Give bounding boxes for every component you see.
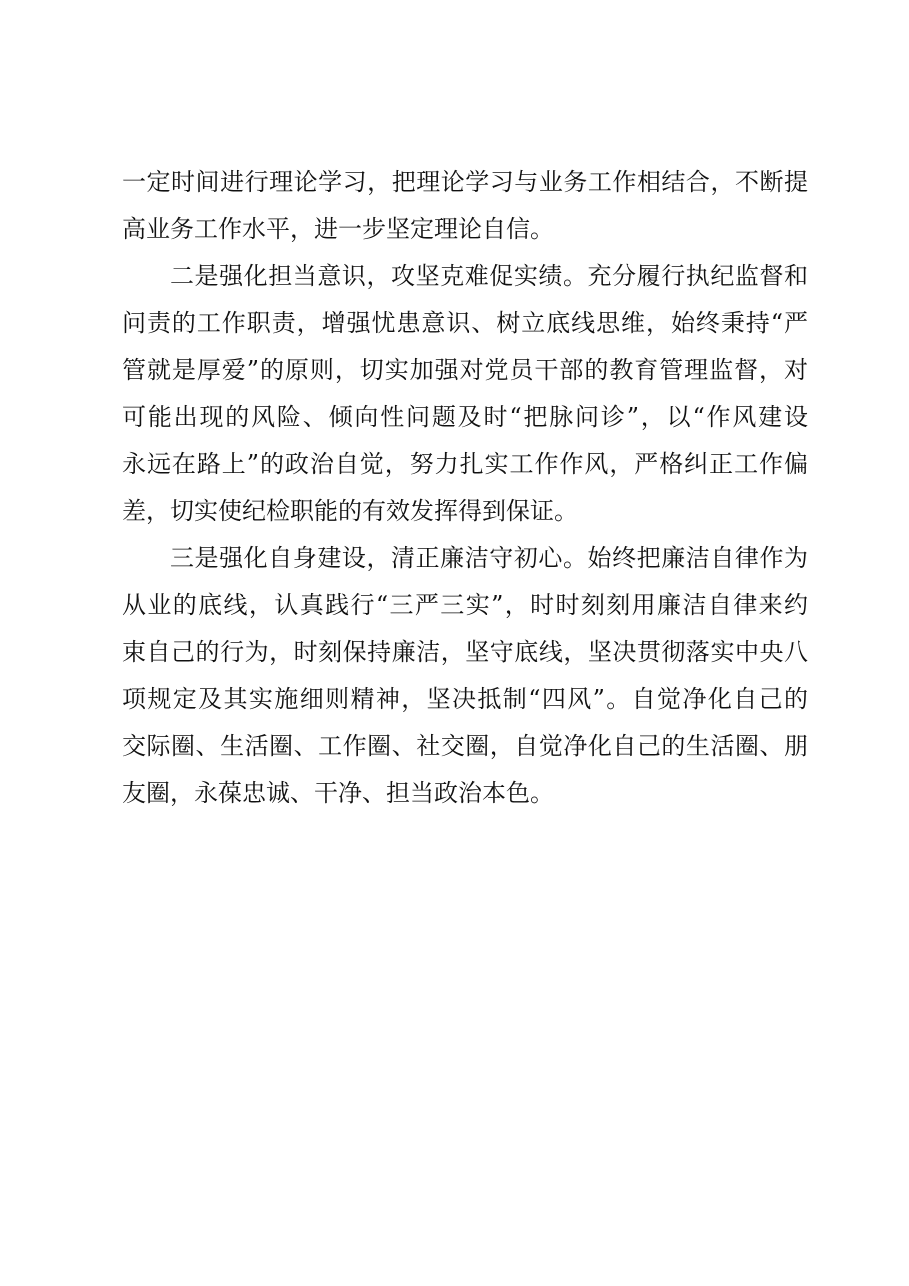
text-line: 差，切实使纪检职能的有效发挥得到保证。 — [122, 497, 578, 525]
text-line: 管就是厚爱”的原则，切实加强对党员干部的教育管理监督，对 — [122, 356, 808, 384]
body-text — [122, 159, 808, 817]
text-line: 交际圈、生活圈、工作圈、社交圈，自觉净化自己的生活圈、朋 — [122, 732, 808, 760]
paragraph-first-line: 二是强化担当意识，攻坚克难促实绩。充分履行执纪监督和 — [170, 262, 808, 290]
text-line: 友圈，永葆忠诚、干净、担当政治本色。 — [122, 779, 554, 807]
text-line: 项规定及其实施细则精神，坚决抵制“四风”。自觉净化自己的 — [122, 685, 808, 713]
text-line: 从业的底线，认真践行“三严三实”，时时刻刻用廉洁自律来约 — [122, 591, 808, 619]
text-line: 问责的工作职责，增强忧患意识、树立底线思维，始终秉持“严 — [122, 309, 808, 337]
text-line: 一定时间进行理论学习，把理论学习与业务工作相结合，不断提 — [122, 168, 808, 196]
text-line: 高业务工作水平，进一步坚定理论自信。 — [122, 215, 554, 243]
text-line: 永远在路上”的政治自觉，努力扎实工作作风，严格纠正工作偏 — [122, 450, 808, 478]
text-line: 束自己的行为，时刻保持廉洁，坚守底线，坚决贯彻落实中央八 — [122, 638, 808, 666]
paragraph-first-line: 三是强化自身建设，清正廉洁守初心。始终把廉洁自律作为 — [170, 544, 808, 572]
text-line: 可能出现的风险、倾向性问题及时“把脉问诊”，以“作风建设 — [122, 403, 808, 431]
